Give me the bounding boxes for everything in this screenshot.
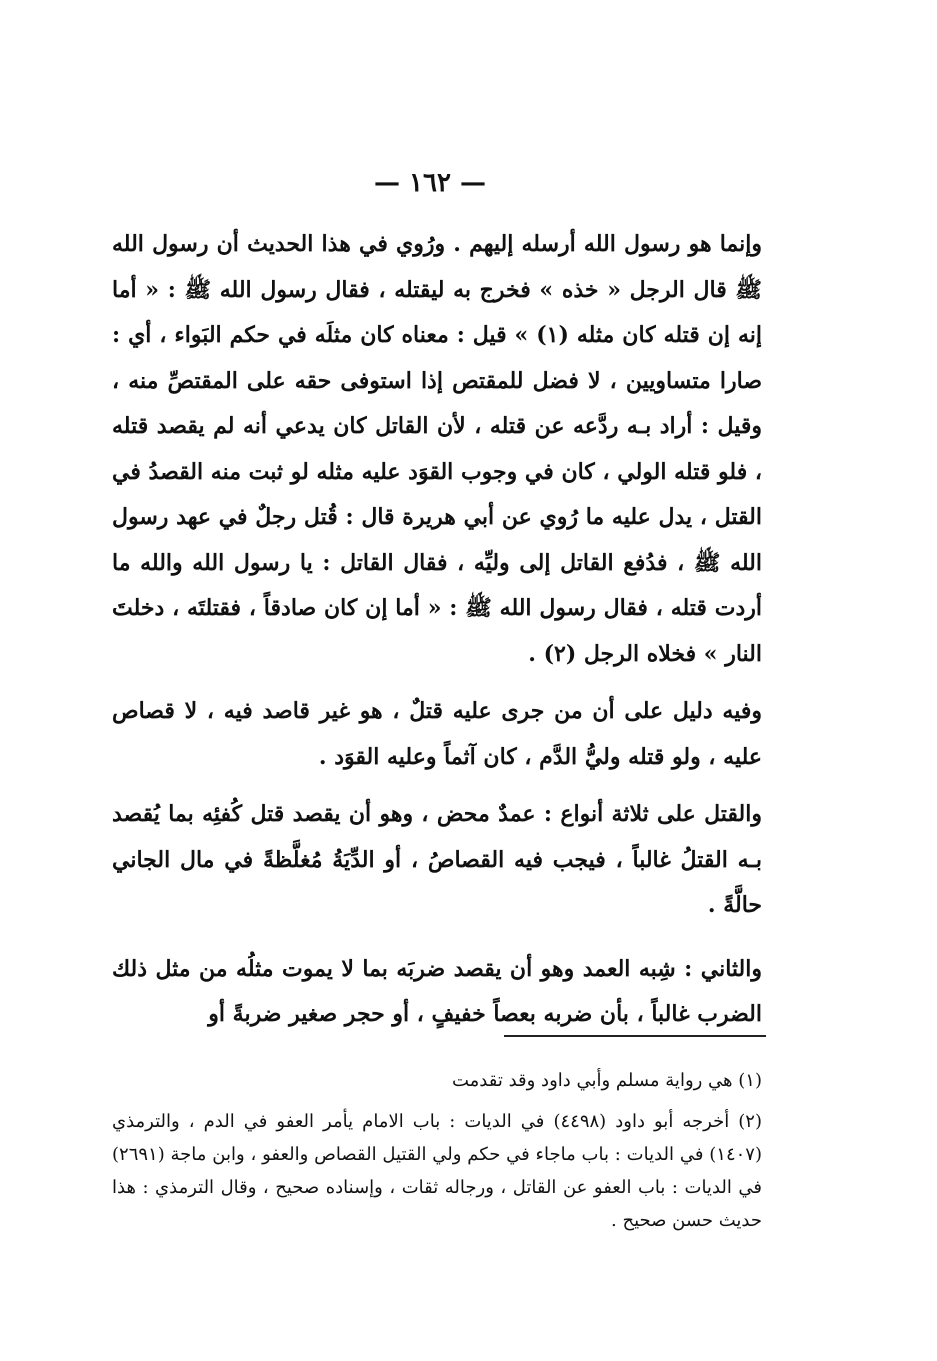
footnote-2: (٢) أخرجه أبو داود (٤٤٩٨) في الديات : باب الامام يأمر العفو في الدم ، والترمذي (١٤٠٧) في الديات : باب ماجاء في حكم ولي القتيل القصاص والعفو ، وابن ماجة (٢٦٩١) في الديات : باب العفو عن القاتل ، ورجاله ثقات ، وإسناده صحيح ، وقال الترمذي : هذا حديث حسن صحيح . xyxy=(112,1111,762,1231)
page-number: — ١٦٢ — xyxy=(373,168,487,198)
paragraph-3: والقتل على ثلاثة أنواع : عمدٌ محض ، وهو أن يقصد قتل كُفئِه بما يُقصد بـه القتلُ غالباً ، فيجب فيه القصاصُ ، أو الدِّيَةُ مُغلَّظةً في مال الجاني حالَّةً . xyxy=(112,801,762,918)
paragraph-4: والثاني : شِبه العمد وهو أن يقصد ضربَه بما لا يموت مثلُه من مثل ذلك الضرب غالباً ، بأن ضربه بعصاً خفيفٍ ، أو حجر صغير ضربةً أو xyxy=(112,955,762,1027)
footnote-separator xyxy=(504,1035,766,1037)
footnote-1: (١) هي رواية مسلم وأبي داود وقد تقدمت xyxy=(451,1070,762,1091)
paragraph-2: وفيه دليل على أن من جرى عليه قتلٌ ، هو غير قاصد فيه ، لا قصاص عليه ، ولو قتله وليُّ الدَّم ، كان آثماً وعليه القوَد . xyxy=(112,698,762,770)
footnotes xyxy=(112,1064,762,1237)
main-text xyxy=(112,222,762,1038)
paragraph-1: وإنما هو رسول الله أرسله إليهم . ورُوي في هذا الحديث أن رسول الله ﷺ قال الرجل « خذه » فخرج به ليقتله ، فقال رسول الله ﷺ : « أما إنه إن قتله كان مثله (١) » قيل : معناه كان مثلَه في حكم البَواء ، أي : صارا متساويين ، لا فضل للمقتص إذا استوفى حقه على المقتصِّ منه ، وقيل : أراد بـه ردَّعه عن قتله ، لأن القاتل كان يدعي أنه لم يقصد قتله ، فلو قتله الولي ، كان في وجوب القوَد عليه مثله لو ثبت منه القصدُ في القتل ، يدل عليه ما رُوي عن أبي هريرة قال : قُتل رجلٌ في عهد رسول الله ﷺ ، فدُفع القاتل إلى وليِّه ، فقال القاتل : يا رسول الله والله ما أردت قتله ، فقال رسول الله ﷺ : « أما إن كان صادقاً ، فقتلتَه ، دخلتَ النار » فخلاه الرجل (٢) . xyxy=(112,231,762,667)
